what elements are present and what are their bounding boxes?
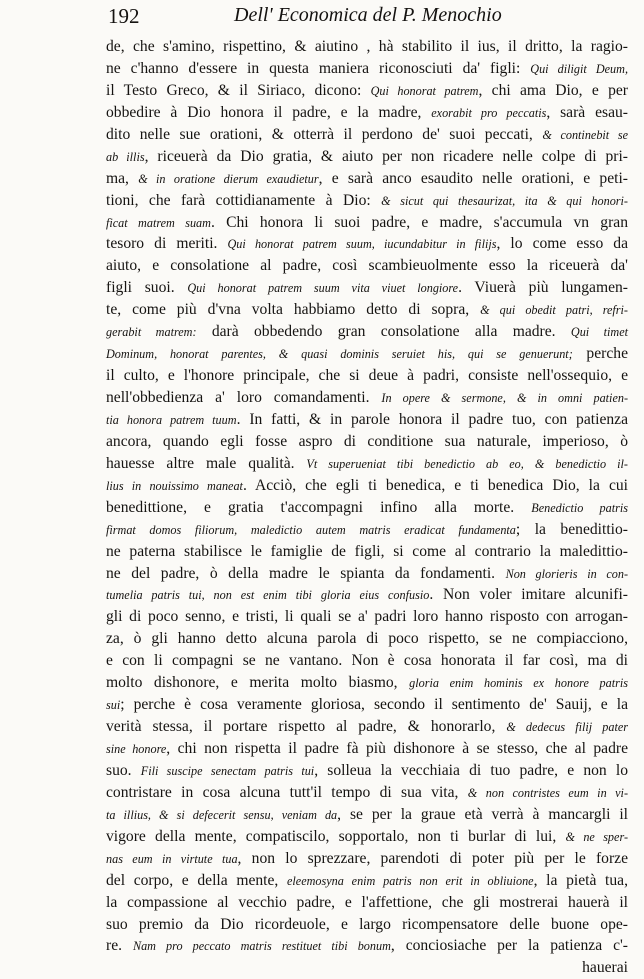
text-line [106, 58, 628, 80]
text-line [106, 935, 628, 957]
italian-text: . Acciò, che egli ti benedica, e ti benedica Dio, la cui [242, 476, 628, 494]
latin-quote: tia honora patrem tuum [106, 412, 237, 427]
italian-text: ne c'hanno d'essere in questa maniera riconosciuti da' figli: [106, 59, 531, 77]
text-line [106, 628, 628, 650]
text-line [106, 124, 628, 146]
latin-quote: Nam pro peccato matris restituet tibi bonum [132, 939, 391, 954]
italian-text: ; perche è cosa veramente gloriosa, secondo il sentimento de' Sauij, e la [120, 696, 628, 714]
latin-quote: Vt superueniat tibi benedictio ab eo, & benedictio il- [306, 456, 628, 471]
italian-text: , se per la graue età verrà à mancargli il [337, 805, 628, 823]
italian-text: ma, [106, 169, 139, 187]
latin-quote: & non contristes eum in vi- [467, 785, 629, 800]
text-line [106, 848, 628, 870]
latin-quote: Fili suscipe senectam patris tui [140, 763, 315, 778]
latin-quote: & sicut qui thesaurizat, ita & qui honori- [381, 193, 628, 208]
latin-quote: & continebit se [542, 127, 628, 142]
italian-text: , non lo sprezzare, parendoti di poter più per le forze [237, 849, 628, 867]
text-line [106, 255, 628, 277]
latin-quote: exorabit pro peccatis [431, 105, 547, 120]
running-title: Dell' Economica del P. Menochio [234, 4, 502, 26]
text-line [106, 431, 628, 453]
italian-text: , solleua la vecchiaia di tuo padre, e non lo [314, 761, 629, 779]
italian-text: ancora, quando egli fosse aspro di conditione sua naturale, imperioso, ò [106, 432, 628, 450]
running-header [108, 4, 628, 34]
italian-text: tesoro di meriti. [106, 235, 228, 253]
italian-text: hauerai [582, 959, 628, 977]
text-line [106, 738, 628, 760]
italian-text: , sarà esau- [546, 103, 628, 121]
text-line [106, 212, 628, 234]
text-line [106, 606, 628, 628]
text-line [106, 497, 628, 519]
italian-text: . In fatti, & in parole honora il padre tuo, con patienza [236, 410, 629, 428]
latin-quote: & ne sper- [565, 829, 628, 844]
latin-quote: In opere & sermone, & in omni patien- [381, 391, 629, 405]
latin-quote: & dedecus filij pater [506, 720, 629, 735]
text-line [106, 277, 628, 299]
text-line [106, 299, 628, 321]
latin-quote: ta illius, & si defecerit sensu, veniam da [106, 807, 338, 822]
italian-text: . Non voler imitare alcunifi- [429, 586, 629, 604]
text-line [106, 870, 628, 892]
italian-text: figli suoi. [106, 279, 188, 297]
text-line [106, 782, 628, 804]
text-line [106, 957, 628, 979]
text-line [106, 584, 628, 606]
text-line [106, 826, 628, 848]
italian-text: re. [106, 937, 133, 955]
text-line [106, 36, 628, 58]
text-line [106, 146, 628, 168]
latin-quote: Qui honorat patrem suum, iucundabitur in filijs [227, 237, 497, 252]
italian-text: molto dishonore, e merita molto biasmo, [106, 674, 410, 692]
italian-text: benedittione, e gratia t'accompagni infino alla morte. [106, 498, 532, 516]
latin-quote: sui [106, 698, 121, 713]
italian-text: perche [572, 345, 628, 363]
latin-quote: Qui honorat patrem suum vita viuet longiore [187, 281, 459, 296]
italian-text: il Testo Greco, & il Siriaco, dicono: [106, 81, 371, 99]
text-line [106, 694, 628, 716]
italian-text: hauesse altre male qualità. [106, 454, 307, 472]
italian-text: , lo come esso da [496, 235, 629, 253]
text-line [106, 672, 628, 694]
italian-text: za, ò gli hanno detto alcuna parola di poco rispetto, se ne compiacciono, [106, 630, 628, 648]
latin-quote: eleemosyna enim patris non erit in obliuione [287, 873, 534, 888]
latin-quote: Qui diligit Deum, [530, 61, 628, 76]
italian-text: il culto, e l'honore principale, che si deue à padri, consiste nell'ossequio, e [106, 367, 628, 385]
text-line [106, 519, 628, 541]
latin-quote: nas eum in virtute tua [106, 851, 238, 866]
text-line [106, 102, 628, 124]
latin-quote: Dominum, honorat parentes, & quasi dominis seruiet his, qui se genuerunt; [106, 347, 573, 362]
italian-text: gli di poco senno, e tristi, li quali se a' padri loro hanno risposto con arrogan- [106, 608, 628, 626]
italian-text: la compassione al vecchio padre, e l'affettione, che gli mostrerai hauerà il [106, 893, 628, 911]
latin-quote: ab illis [106, 149, 145, 164]
text-line [106, 343, 628, 365]
italian-text: vigore della mente, compatiscilo, sopportalo, non ti burlar di lui, [106, 827, 566, 845]
text-line [106, 387, 628, 409]
italian-text: e con li compagni se ne vantano. Non è cosa honorata il far così, ma di [106, 652, 628, 670]
italian-text: , la pietà tua, [533, 871, 628, 889]
italian-text: ne del padre, ò della madre le spianta da fondamenti. [106, 564, 506, 582]
italian-text: . Chi honora li suoi padre, e madre, s'accumula vn gran [210, 213, 628, 231]
latin-quote: gloria enim hominis ex honore patris [409, 676, 628, 691]
latin-quote: lius in nouissimo maneat [106, 478, 243, 493]
text-line [106, 650, 628, 672]
italian-text: suo premio da Dio ricordeuole, e largo ricompensatore delle buone ope- [106, 915, 628, 933]
text-line [106, 804, 628, 826]
latin-quote: gerabit matrem: [106, 325, 197, 340]
italian-text: tioni, che farà cottidianamente à Dio: [106, 191, 382, 209]
italian-text: ; la benedittio- [515, 520, 628, 538]
latin-quote: ficat matrem suam [106, 215, 211, 230]
latin-quote: firmat domos filiorum, maledictio autem matris eradicat fundamenta [106, 522, 516, 537]
latin-quote: tumelia patris tui, non est enim tibi gloria eius confusio [106, 588, 430, 603]
italian-text: obbedire à Dio honora il padre, e la madre, [106, 103, 432, 121]
text-line [106, 760, 628, 782]
latin-quote: Qui timet [570, 325, 629, 340]
text-line [106, 321, 628, 343]
text-line [106, 80, 628, 102]
latin-quote: Benedictio patris [531, 500, 629, 515]
italian-text: te, come più d'vna volta habbiamo detto di sopra, [106, 301, 481, 319]
text-line [106, 563, 628, 585]
text-line [106, 168, 628, 190]
latin-quote: & qui obedit patri, refri- [480, 303, 628, 318]
italian-text: ne paterna stabilisce le famiglie de figli, si come al contrario la maledittio- [106, 542, 628, 560]
italian-text: contristare in cosa alcuna tutt'il tempo di sua vita, [106, 783, 468, 801]
italian-text: de, che s'amino, rispettino, & aiutino , hà stabilito il ius, il dritto, la ragio- [106, 38, 628, 55]
italian-text: , chi non rispetta il padre fà più dishonore à se stesso, che al padre [166, 740, 628, 757]
text-line [106, 914, 628, 936]
italian-text: nell'obbedienza a' loro comandamenti. [106, 389, 382, 406]
text-line [106, 365, 628, 387]
italian-text: . Viuerà più lungamen- [458, 279, 628, 297]
italian-text: , riceuerà da Dio gratia, & aiuto per non ricadere nelle colpe di pri- [144, 147, 628, 165]
italian-text: suo. [106, 761, 141, 779]
italian-text: , e sarà anco esaudito nelle orationi, e peti- [318, 169, 629, 187]
italian-text: , chi ama Dio, e per [478, 81, 628, 99]
latin-quote: & in oratione dierum exaudietur [138, 171, 319, 186]
text-line [106, 190, 628, 212]
body-text [106, 36, 628, 979]
italian-text: del corpo, e della mente, [106, 871, 287, 889]
italian-text: dito nelle sue orationi, & otterrà il perdono de' suoi peccati, [106, 125, 543, 143]
latin-quote: sine honore [106, 742, 167, 756]
text-line [106, 453, 628, 475]
text-line [106, 475, 628, 497]
text-line [106, 233, 628, 255]
italian-text: darà obbedendo gran consolatione alla madre. [196, 323, 571, 341]
italian-text: , conciosiache per la patienza c'- [390, 937, 628, 955]
text-line [106, 409, 628, 431]
italian-text: verità stessa, il portare rispetto al padre, & honorarlo, [106, 718, 507, 736]
text-line [106, 541, 628, 563]
text-line [106, 716, 628, 738]
latin-quote: Qui honorat patrem [370, 83, 479, 98]
italian-text: aiuto, e consolatione al padre, così scambieuolmente esso la riceuerà da' [106, 257, 628, 275]
page-number: 192 [108, 4, 140, 28]
text-line [106, 892, 628, 914]
latin-quote: Non glorieris in con- [505, 566, 629, 581]
